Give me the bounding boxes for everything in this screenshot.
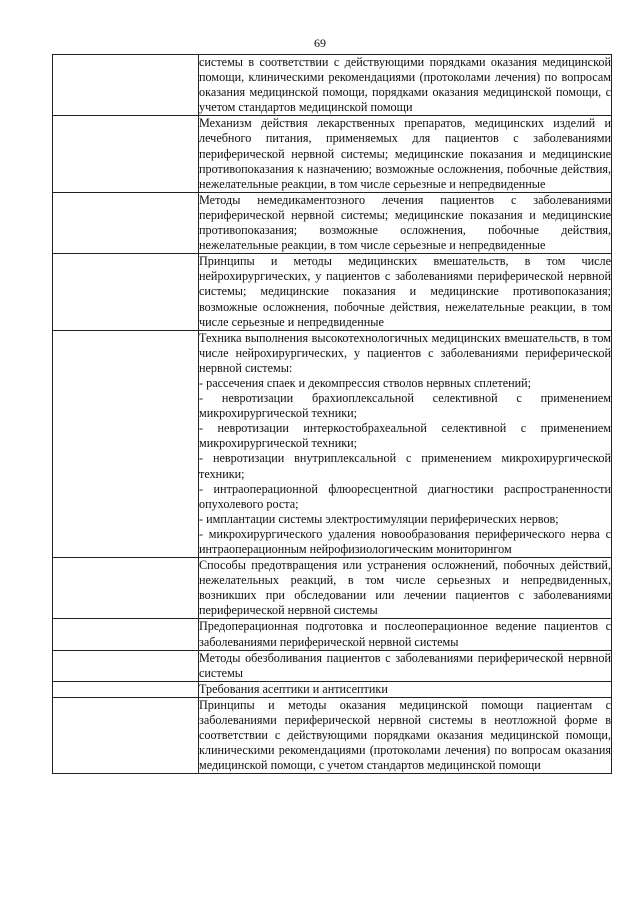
cell-paragraph: системы в соответствии с действующими порядками оказания медицинской помощи, клиническими рекомендациями (протоколами лечения) по вопросам оказания медицинской помощи, порядками оказания медицинской помощи, с учетом стандартов медицинской помощи xyxy=(199,55,611,115)
knowledge-cell xyxy=(199,650,612,681)
cell-text xyxy=(199,331,611,557)
knowledge-cell xyxy=(199,681,612,697)
cell-text xyxy=(199,254,611,329)
cell-text xyxy=(199,682,611,697)
knowledge-cell xyxy=(199,619,612,650)
left-empty-cell xyxy=(53,681,199,697)
table-row xyxy=(53,681,612,697)
left-empty-cell xyxy=(53,254,199,330)
cell-paragraph: - микрохирургического удаления новообразования периферического нерва с интраоперационным нейрофизиологическим мониторингом xyxy=(199,526,611,556)
cell-paragraph: - невротизации внутриплексальной с применением микрохирургической техники; xyxy=(199,451,611,481)
left-empty-cell xyxy=(53,697,199,773)
cell-paragraph: Способы предотвращения или устранения осложнений, побочных действий, нежелательных реакций, в том числе серьезных и непредвиденных, возникших при обследовании или лечении пациентов с заболеваниями периферической нервной системы xyxy=(199,558,611,618)
cell-text xyxy=(199,698,611,773)
table-row xyxy=(53,619,612,650)
cell-text xyxy=(199,116,611,191)
knowledge-cell xyxy=(199,192,612,253)
knowledge-cell xyxy=(199,55,612,116)
cell-paragraph: Методы немедикаментозного лечения пациентов с заболеваниями периферической нервной системы; медицинские показания и медицинские противопоказания; возможные осложнения, побочные действия, нежелательные реакции, в том числе серьезные и непредвиденные xyxy=(199,192,611,253)
cell-paragraph: - имплантации системы электростимуляции периферических нервов; xyxy=(199,511,559,526)
cell-text xyxy=(199,55,611,115)
cell-paragraph: - интраоперационной флюоресцентной диагностики распространенности опухолевого роста; xyxy=(199,481,611,511)
left-empty-cell xyxy=(53,330,199,557)
knowledge-cell xyxy=(199,558,612,619)
table-row xyxy=(53,697,612,773)
cell-paragraph: Требования асептики и антисептики xyxy=(199,681,388,696)
table-row xyxy=(53,55,612,116)
cell-paragraph: - невротизации интеркостобрахеальной селективной с применением микрохирургической техники; xyxy=(199,421,611,451)
cell-text xyxy=(199,619,611,649)
page-number: 69 xyxy=(314,36,326,50)
cell-text xyxy=(199,558,611,618)
knowledge-cell xyxy=(199,254,612,330)
cell-paragraph: - невротизации брахиоплексальной селективной с применением микрохирургической техники; xyxy=(199,391,611,421)
cell-text xyxy=(199,193,611,253)
left-empty-cell xyxy=(53,650,199,681)
left-empty-cell xyxy=(53,55,199,116)
cell-paragraph: Механизм действия лекарственных препаратов, медицинских изделий и лечебного питания, применяемых для пациентов с заболеваниями периферической нервной системы; медицинские показания и медицинские противопоказания к назначению; возможные осложнения, побочные действия, нежелательные реакции, в том числе серьезные и непредвиденные xyxy=(199,116,611,191)
cell-paragraph: Принципы и методы оказания медицинской помощи пациентам с заболеваниями периферической нервной системы в неотложной форме в соответствии с действующими порядками оказания медицинской помощи, клиническими рекомендациями (протоколами лечения) по вопросам оказания медицинской помощи, с учетом стандартов медицинской помощи xyxy=(199,697,611,773)
cell-paragraph: Предоперационная подготовка и послеоперационное ведение пациентов с заболеваниями периферической нервной системы xyxy=(199,619,611,649)
table-row xyxy=(53,330,612,557)
left-empty-cell xyxy=(53,192,199,253)
left-empty-cell xyxy=(53,116,199,192)
knowledge-table xyxy=(52,54,612,774)
cell-text xyxy=(199,651,611,681)
left-empty-cell xyxy=(53,558,199,619)
table-row xyxy=(53,192,612,253)
table-row xyxy=(53,254,612,330)
table-row xyxy=(53,116,612,192)
table-row xyxy=(53,558,612,619)
cell-paragraph: Техника выполнения высокотехнологичных медицинских вмешательств, в том числе нейрохирургических, у пациентов с заболеваниями периферической нервной системы: xyxy=(199,330,611,375)
cell-paragraph: Принципы и методы медицинских вмешательств, в том числе нейрохирургических, у пациентов с заболеваниями периферической нервной системы; медицинские показания и медицинские противопоказания; возможные осложнения, побочные действия, нежелательные реакции, в том числе серьезные и непредвиденные xyxy=(199,254,611,329)
left-empty-cell xyxy=(53,619,199,650)
cell-paragraph: - рассечения спаек и декомпрессия стволов нервных сплетений; xyxy=(199,375,532,390)
knowledge-cell xyxy=(199,116,612,192)
knowledge-cell xyxy=(199,330,612,557)
knowledge-cell xyxy=(199,697,612,773)
cell-paragraph: Методы обезболивания пациентов с заболеваниями периферической нервной системы xyxy=(199,650,611,680)
table-row xyxy=(53,650,612,681)
